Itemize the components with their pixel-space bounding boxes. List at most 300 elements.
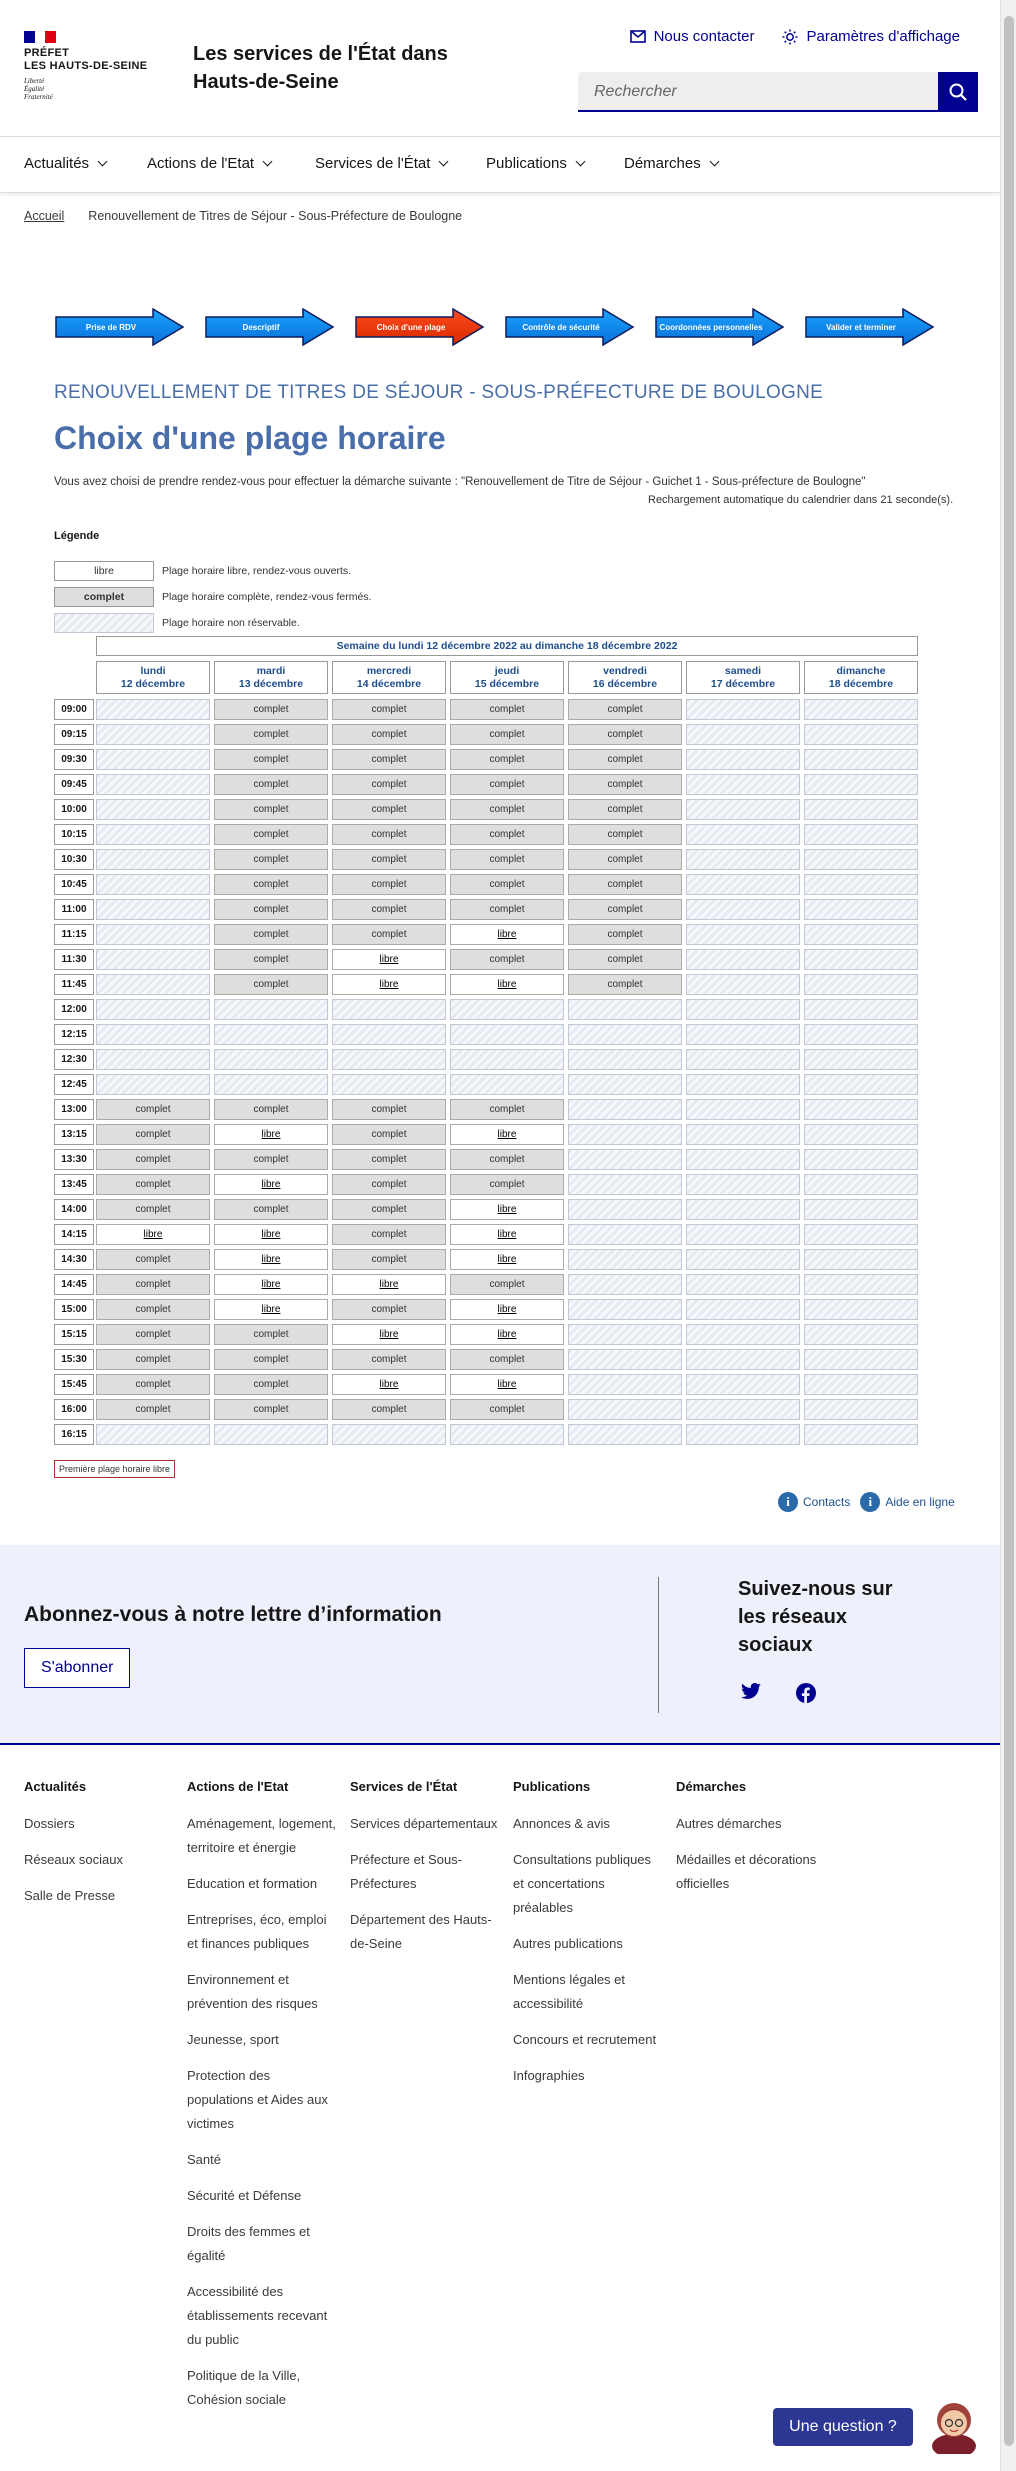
- slot-complet: complet: [96, 1149, 210, 1170]
- slot-non-reservable: [568, 999, 682, 1020]
- slot-time: 09:15: [54, 724, 94, 745]
- footer-link[interactable]: Education et formation: [187, 1876, 318, 1891]
- contact-link[interactable]: [630, 28, 755, 45]
- slot-non-reservable: [804, 1149, 918, 1170]
- slot-time: 11:00: [54, 899, 94, 920]
- site-header: [0, 0, 1000, 137]
- slot-non-reservable: [686, 1174, 800, 1195]
- slot-non-reservable: [686, 949, 800, 970]
- slot-complet: complet: [214, 924, 328, 945]
- slot-non-reservable: [804, 799, 918, 820]
- slot-complet: complet: [214, 1374, 328, 1395]
- footer-link[interactable]: Santé: [187, 2152, 221, 2167]
- slot-complet: complet: [450, 899, 564, 920]
- slot-complet: complet: [96, 1249, 210, 1270]
- slot-non-reservable: [96, 974, 210, 995]
- slot-non-reservable: [686, 699, 800, 720]
- search-button[interactable]: [938, 72, 978, 112]
- step-1: [55, 308, 185, 346]
- slot-non-reservable: [96, 949, 210, 970]
- slot-non-reservable: [450, 1049, 564, 1070]
- footer-column-title[interactable]: Actualités: [24, 1779, 87, 1794]
- slot-complet: complet: [214, 774, 328, 795]
- slot-non-reservable: [686, 1374, 800, 1395]
- slot-complet: complet: [568, 824, 682, 845]
- slot-time: 14:15: [54, 1224, 94, 1245]
- first-free-slot-button[interactable]: Première plage horaire libre: [54, 1460, 175, 1478]
- footer-link[interactable]: Entreprises, éco, emploi et finances publiques: [187, 1912, 327, 1951]
- slot-libre-link[interactable]: libre: [450, 974, 564, 995]
- legend-title: Légende: [54, 530, 100, 542]
- step-label: Prise de RDV: [85, 322, 137, 332]
- slot-non-reservable: [686, 1199, 800, 1220]
- footer-link[interactable]: Mentions légales et accessibilité: [513, 1972, 626, 2011]
- slot-complet: complet: [332, 1349, 446, 1370]
- slot-non-reservable: [568, 1374, 682, 1395]
- footer-link[interactable]: Dossiers: [24, 1816, 75, 1831]
- day-header: samedi 17 décembre: [686, 661, 800, 694]
- slot-complet: complet: [568, 774, 682, 795]
- slot-complet: complet: [214, 1324, 328, 1345]
- breadcrumb: [24, 209, 462, 223]
- slot-time: 10:00: [54, 799, 94, 820]
- breadcrumb-home[interactable]: Accueil: [24, 209, 65, 223]
- nav-item-actualites[interactable]: Actualités: [24, 155, 106, 172]
- slot-libre-link[interactable]: libre: [214, 1124, 328, 1145]
- contacts-link[interactable]: i Contacts: [778, 1492, 850, 1512]
- slot-non-reservable: [804, 974, 918, 995]
- slot-complet: complet: [214, 1349, 328, 1370]
- step-label: Valider et terminer: [826, 322, 896, 332]
- footer-column-title[interactable]: Services de l'État: [350, 1779, 458, 1794]
- slot-non-reservable: [686, 1099, 800, 1120]
- footer-link[interactable]: Accessibilité des établissements recevant du public: [187, 2284, 328, 2347]
- slot-non-reservable: [804, 1399, 918, 1420]
- scrollbar-thumb[interactable]: [1004, 16, 1014, 2446]
- slot-libre-link[interactable]: libre: [450, 1199, 564, 1220]
- slot-complet: complet: [450, 724, 564, 745]
- footer-column-title[interactable]: Publications: [513, 1779, 591, 1794]
- footer-column: [24, 1775, 174, 1920]
- slot-non-reservable: [332, 1049, 446, 1070]
- footer-link[interactable]: Politique de la Ville, Cohésion sociale: [187, 2368, 301, 2407]
- slot-non-reservable: [96, 749, 210, 770]
- slot-libre-link[interactable]: libre: [332, 1324, 446, 1345]
- footer-column: [187, 1775, 337, 2424]
- page-scrollbar[interactable]: [1000, 0, 1016, 2471]
- newsletter-section: [0, 1545, 1000, 1745]
- slot-libre-link[interactable]: libre: [332, 1274, 446, 1295]
- slot-non-reservable: [804, 1349, 918, 1370]
- slot-non-reservable: [804, 949, 918, 970]
- slot-non-reservable: [804, 699, 918, 720]
- slot-time: 09:30: [54, 749, 94, 770]
- slot-non-reservable: [686, 824, 800, 845]
- legend-item-complet: [54, 587, 372, 607]
- intro-text: Vous avez choisi de prendre rendez-vous pour effectuer la démarche suivante : "Renouvellement de Titre de Séjour - Guichet 1 - Sous-préfecture de Boulogne": [54, 476, 866, 488]
- slot-complet: complet: [568, 974, 682, 995]
- slot-non-reservable: [686, 1149, 800, 1170]
- display-settings-label: Paramètres d'affichage: [806, 28, 960, 45]
- slot-non-reservable: [804, 1024, 918, 1045]
- slot-non-reservable: [568, 1199, 682, 1220]
- display-settings-link[interactable]: [782, 28, 960, 45]
- slot-complet: complet: [332, 1399, 446, 1420]
- footer-link[interactable]: Annonces & avis: [513, 1816, 610, 1831]
- footer-column: [350, 1775, 500, 1968]
- slot-libre-link[interactable]: libre: [332, 949, 446, 970]
- day-header: mercredi 14 décembre: [332, 661, 446, 694]
- slot-libre-link[interactable]: libre: [450, 1224, 564, 1245]
- slot-non-reservable: [332, 1424, 446, 1445]
- footer-link[interactable]: Réseaux sociaux: [24, 1852, 123, 1867]
- page-title: Choix d'une plage horaire: [54, 420, 446, 456]
- slot-complet: complet: [214, 949, 328, 970]
- slot-complet: complet: [96, 1099, 210, 1120]
- slot-complet: complet: [214, 1199, 328, 1220]
- footer-column: [676, 1775, 826, 1908]
- footer-link[interactable]: Protection des populations et Aides aux victimes: [187, 2068, 328, 2131]
- slot-non-reservable: [804, 849, 918, 870]
- nav-item-actions[interactable]: Actions de l'Etat: [147, 155, 271, 172]
- slot-non-reservable: [686, 899, 800, 920]
- slot-time: 15:00: [54, 1299, 94, 1320]
- day-header: mardi 13 décembre: [214, 661, 328, 694]
- slot-complet: complet: [450, 1149, 564, 1170]
- slot-non-reservable: [96, 849, 210, 870]
- slot-non-reservable: [450, 999, 564, 1020]
- slot-non-reservable: [214, 1424, 328, 1445]
- slot-non-reservable: [568, 1274, 682, 1295]
- slot-time: 13:00: [54, 1099, 94, 1120]
- page-subtitle: RENOUVELLEMENT DE TITRES DE SÉJOUR - SOUS-PRÉFECTURE DE BOULOGNE: [54, 382, 824, 403]
- slot-time: 11:30: [54, 949, 94, 970]
- slot-non-reservable: [96, 874, 210, 895]
- slot-time: 12:30: [54, 1049, 94, 1070]
- slot-non-reservable: [804, 724, 918, 745]
- slot-libre-link[interactable]: libre: [450, 1249, 564, 1270]
- day-header: lundi 12 décembre: [96, 661, 210, 694]
- slot-complet: complet: [96, 1324, 210, 1345]
- chat-question-button[interactable]: Une question ?: [773, 2408, 913, 2446]
- slot-libre-link[interactable]: libre: [214, 1274, 328, 1295]
- step-2: [205, 308, 335, 346]
- slot-complet: complet: [450, 949, 564, 970]
- footer-link[interactable]: Concours et recrutement: [513, 2032, 657, 2047]
- search-input[interactable]: Rechercher: [578, 72, 938, 112]
- slot-non-reservable: [332, 1024, 446, 1045]
- slot-non-reservable: [568, 1224, 682, 1245]
- footer-link[interactable]: Préfecture et Sous-Préfectures: [350, 1852, 462, 1891]
- footer-link[interactable]: Droits des femmes et égalité: [187, 2224, 310, 2263]
- slot-non-reservable: [686, 874, 800, 895]
- nav-item-demarches[interactable]: Démarches: [624, 155, 718, 172]
- slot-non-reservable: [686, 1249, 800, 1270]
- slot-time: 09:45: [54, 774, 94, 795]
- slot-time: 12:00: [54, 999, 94, 1020]
- assistant-avatar-icon[interactable]: [928, 2394, 980, 2454]
- footer-link[interactable]: Infographies: [513, 2068, 585, 2083]
- site-title[interactable]: Les services de l'État dans Hauts-de-Seine: [193, 43, 448, 93]
- slot-non-reservable: [686, 799, 800, 820]
- slot-complet: complet: [96, 1274, 210, 1295]
- slot-complet: complet: [568, 749, 682, 770]
- info-icon: i: [860, 1492, 880, 1512]
- step-label: Choix d'une plage: [376, 322, 446, 332]
- slot-complet: complet: [332, 899, 446, 920]
- chevron-down-icon: [709, 157, 719, 167]
- slot-complet: complet: [96, 1124, 210, 1145]
- slot-complet: complet: [568, 924, 682, 945]
- slot-non-reservable: [686, 1024, 800, 1045]
- slot-non-reservable: [568, 1249, 682, 1270]
- slot-complet: complet: [332, 1149, 446, 1170]
- slot-complet: complet: [568, 699, 682, 720]
- french-flag-icon: [24, 31, 56, 43]
- slot-complet: complet: [332, 749, 446, 770]
- breadcrumb-current: Renouvellement de Titres de Séjour - Sous-Préfecture de Boulogne: [88, 209, 463, 223]
- slot-non-reservable: [804, 1124, 918, 1145]
- slot-libre-link[interactable]: libre: [96, 1224, 210, 1245]
- footer-link[interactable]: Environnement et prévention des risques: [187, 1972, 318, 2011]
- header-tools: [630, 28, 960, 45]
- slot-complet: complet: [450, 1399, 564, 1420]
- footer-link[interactable]: Aménagement, logement, territoire et énergie: [187, 1816, 336, 1855]
- slot-complet: complet: [332, 1249, 446, 1270]
- slot-time: 10:15: [54, 824, 94, 845]
- logo-line: LES HAUTS-DE-SEINE: [24, 60, 148, 72]
- help-links: [778, 1492, 955, 1512]
- slot-non-reservable: [804, 824, 918, 845]
- footer-column: [513, 1775, 663, 2100]
- prefet-logo[interactable]: [24, 31, 164, 101]
- slot-time: 16:00: [54, 1399, 94, 1420]
- slot-complet: complet: [332, 724, 446, 745]
- slot-time: 13:45: [54, 1174, 94, 1195]
- slot-complet: complet: [332, 1099, 446, 1120]
- progress-steps: [55, 308, 935, 346]
- slot-non-reservable: [804, 1424, 918, 1445]
- slot-complet: complet: [450, 1099, 564, 1120]
- slot-complet: complet: [214, 724, 328, 745]
- subscribe-button[interactable]: S'abonner: [24, 1648, 130, 1688]
- twitter-icon[interactable]: [740, 1683, 762, 1701]
- slot-time: 11:45: [54, 974, 94, 995]
- slot-complet: complet: [450, 699, 564, 720]
- slot-non-reservable: [96, 824, 210, 845]
- facebook-icon[interactable]: [796, 1683, 816, 1703]
- slot-libre-link[interactable]: libre: [214, 1224, 328, 1245]
- legend-text: Plage horaire non réservable.: [162, 617, 300, 629]
- slot-non-reservable: [568, 1399, 682, 1420]
- step-4: [505, 308, 635, 346]
- week-label: Semaine du lundi 12 décembre 2022 au dimanche 18 décembre 2022: [96, 636, 918, 656]
- slot-time: 10:30: [54, 849, 94, 870]
- slot-complet: complet: [568, 874, 682, 895]
- day-header: jeudi 15 décembre: [450, 661, 564, 694]
- slot-complet: complet: [214, 824, 328, 845]
- legend-text: Plage horaire libre, rendez-vous ouverts.: [162, 565, 352, 577]
- slot-non-reservable: [214, 999, 328, 1020]
- slot-non-reservable: [568, 1324, 682, 1345]
- nav-item-services[interactable]: Services de l'État: [315, 155, 447, 172]
- slot-libre-link[interactable]: libre: [450, 1374, 564, 1395]
- slot-complet: complet: [332, 799, 446, 820]
- slot-non-reservable: [686, 774, 800, 795]
- slot-libre-link[interactable]: libre: [332, 974, 446, 995]
- slot-non-reservable: [332, 999, 446, 1020]
- slot-libre-link[interactable]: libre: [450, 1299, 564, 1320]
- search-bar: [578, 72, 978, 112]
- slot-time: 14:00: [54, 1199, 94, 1220]
- footer-link[interactable]: Salle de Presse: [24, 1888, 116, 1903]
- slot-time: 15:45: [54, 1374, 94, 1395]
- slot-complet: complet: [214, 699, 328, 720]
- footer-link[interactable]: Consultations publiques et concertations préalables: [513, 1852, 652, 1915]
- slot-complet: complet: [96, 1199, 210, 1220]
- motto: Liberté Égalité Fraternité: [24, 77, 53, 101]
- slot-libre-link[interactable]: libre: [214, 1249, 328, 1270]
- slot-non-reservable: [686, 999, 800, 1020]
- slot-complet: complet: [450, 774, 564, 795]
- slot-complet: complet: [450, 799, 564, 820]
- nav-item-publications[interactable]: Publications: [486, 155, 584, 172]
- slot-complet: complet: [214, 1149, 328, 1170]
- slot-complet: complet: [96, 1349, 210, 1370]
- footer-column-title[interactable]: Démarches: [676, 1779, 747, 1794]
- slot-complet: complet: [96, 1374, 210, 1395]
- footer-link[interactable]: Autres démarches: [676, 1816, 782, 1831]
- slot-non-reservable: [96, 774, 210, 795]
- slot-non-reservable: [804, 1074, 918, 1095]
- slot-time: 12:15: [54, 1024, 94, 1045]
- slot-non-reservable: [214, 1049, 328, 1070]
- chevron-down-icon: [98, 157, 108, 167]
- step-label: Descriptif: [242, 322, 280, 332]
- footer-column-title[interactable]: Actions de l'Etat: [187, 1779, 289, 1794]
- slot-non-reservable: [804, 1374, 918, 1395]
- slot-non-reservable: [96, 1424, 210, 1445]
- slot-libre-link[interactable]: libre: [214, 1299, 328, 1320]
- slot-complet: complet: [568, 799, 682, 820]
- legend-box-complet: complet: [54, 587, 154, 607]
- footer-link[interactable]: Département des Hauts-de-Seine: [350, 1912, 492, 1951]
- slot-non-reservable: [568, 1074, 682, 1095]
- contact-label: Nous contacter: [653, 28, 755, 45]
- footer-link[interactable]: Sécurité et Défense: [187, 2188, 302, 2203]
- slot-complet: complet: [332, 1299, 446, 1320]
- slot-complet: complet: [450, 1349, 564, 1370]
- slot-non-reservable: [568, 1424, 682, 1445]
- slot-non-reservable: [568, 1299, 682, 1320]
- slot-complet: complet: [450, 849, 564, 870]
- step-5: [655, 308, 785, 346]
- social-icons: [740, 1683, 816, 1703]
- footer-link[interactable]: Services départementaux: [350, 1816, 498, 1831]
- newsletter-title: Abonnez-vous à notre lettre d’information: [24, 1603, 442, 1626]
- slot-non-reservable: [686, 1349, 800, 1370]
- slot-libre-link[interactable]: libre: [214, 1174, 328, 1195]
- slot-time: 13:15: [54, 1124, 94, 1145]
- reload-countdown: Rechargement automatique du calendrier dans 21 seconde(s).: [648, 494, 954, 506]
- slot-non-reservable: [686, 849, 800, 870]
- footer-link[interactable]: Autres publications: [513, 1936, 623, 1951]
- slot-time: 14:45: [54, 1274, 94, 1295]
- slot-non-reservable: [568, 1149, 682, 1170]
- slot-complet: complet: [450, 1174, 564, 1195]
- slot-non-reservable: [804, 999, 918, 1020]
- online-help-link[interactable]: i Aide en ligne: [860, 1492, 954, 1512]
- slot-non-reservable: [804, 1174, 918, 1195]
- slot-non-reservable: [96, 724, 210, 745]
- slot-libre-link[interactable]: libre: [450, 1324, 564, 1345]
- slot-non-reservable: [686, 1274, 800, 1295]
- slot-complet: complet: [332, 1124, 446, 1145]
- slot-non-reservable: [804, 1199, 918, 1220]
- slot-complet: complet: [96, 1399, 210, 1420]
- footer-link[interactable]: Médailles et décorations officielles: [676, 1852, 817, 1891]
- slot-non-reservable: [804, 874, 918, 895]
- slot-complet: complet: [450, 874, 564, 895]
- slot-non-reservable: [804, 1224, 918, 1245]
- slot-complet: complet: [568, 849, 682, 870]
- slot-complet: complet: [568, 949, 682, 970]
- slot-complet: complet: [332, 924, 446, 945]
- slot-time: 13:30: [54, 1149, 94, 1170]
- slot-non-reservable: [568, 1024, 682, 1045]
- slot-complet: complet: [214, 1099, 328, 1120]
- chevron-down-icon: [439, 157, 449, 167]
- footer-link[interactable]: Jeunesse, sport: [187, 2032, 279, 2047]
- slot-non-reservable: [804, 1299, 918, 1320]
- step-label: Coordonnées personnelles: [659, 322, 763, 332]
- divider: [658, 1577, 659, 1713]
- slot-complet: complet: [214, 874, 328, 895]
- slot-non-reservable: [96, 899, 210, 920]
- slot-non-reservable: [568, 1174, 682, 1195]
- slot-complet: complet: [214, 849, 328, 870]
- slot-complet: complet: [332, 1199, 446, 1220]
- day-header: dimanche 18 décembre: [804, 661, 918, 694]
- slot-non-reservable: [804, 899, 918, 920]
- slot-complet: complet: [568, 899, 682, 920]
- slot-non-reservable: [214, 1074, 328, 1095]
- slot-libre-link[interactable]: libre: [450, 924, 564, 945]
- slot-complet: complet: [214, 974, 328, 995]
- slot-complet: complet: [568, 724, 682, 745]
- slot-non-reservable: [96, 924, 210, 945]
- slot-non-reservable: [804, 1249, 918, 1270]
- slot-complet: complet: [332, 824, 446, 845]
- slot-non-reservable: [568, 1349, 682, 1370]
- social-title: Suivez-nous sur les réseaux sociaux: [738, 1578, 893, 1656]
- slot-complet: complet: [332, 849, 446, 870]
- slot-non-reservable: [450, 1074, 564, 1095]
- slot-non-reservable: [804, 1324, 918, 1345]
- slot-libre-link[interactable]: libre: [332, 1374, 446, 1395]
- slot-complet: complet: [96, 1299, 210, 1320]
- search-icon: [948, 82, 968, 102]
- slot-non-reservable: [96, 1049, 210, 1070]
- slot-non-reservable: [804, 1099, 918, 1120]
- slot-non-reservable: [686, 1074, 800, 1095]
- slot-non-reservable: [686, 1299, 800, 1320]
- slot-libre-link[interactable]: libre: [450, 1124, 564, 1145]
- slot-non-reservable: [450, 1424, 564, 1445]
- slot-time: 12:45: [54, 1074, 94, 1095]
- slot-non-reservable: [450, 1024, 564, 1045]
- slot-non-reservable: [214, 1024, 328, 1045]
